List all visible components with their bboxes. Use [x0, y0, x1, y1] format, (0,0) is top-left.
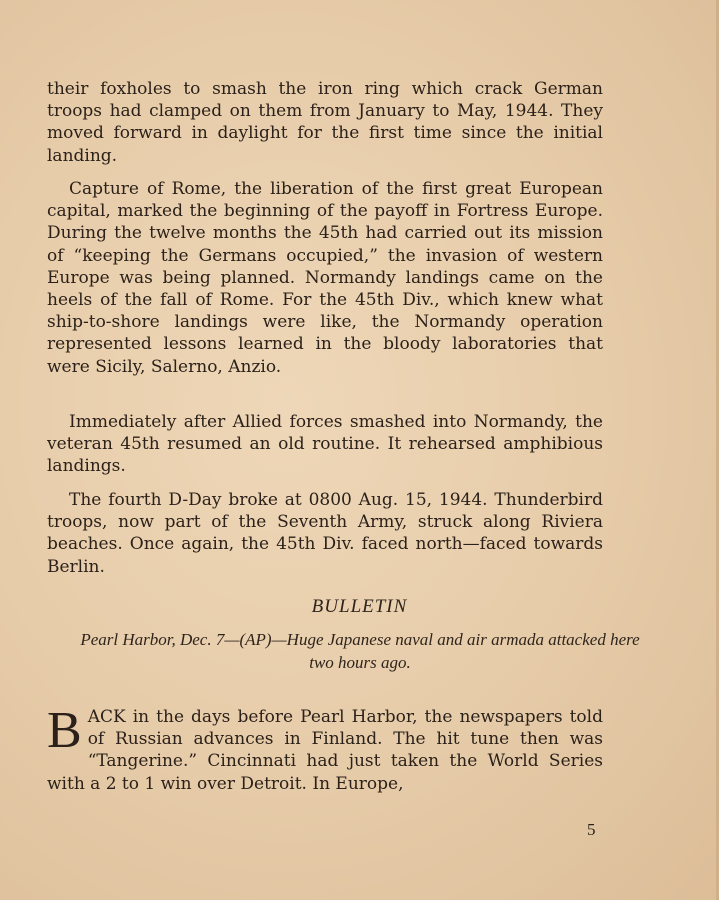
page-number: 5	[587, 820, 596, 839]
drop-cap-letter: B	[47, 702, 82, 759]
paragraph-normandy: Immediately after Allied forces smashed into Normandy, the veteran 45th resumed an old routine. It rehearsed amphibious landings.	[47, 412, 603, 477]
text-block-3	[47, 411, 603, 478]
paragraph-pearl-harbor	[47, 702, 603, 795]
paragraph-rome: Capture of Rome, the liberation of the first great European capital, marked the beginning of the payoff in Fortress Europe. During the twelve months the 45th had carried out its mission of “keeping the Germans occupied,” the invasion of western Europe was being planned. Normandy landings came on the heels of the fall of Rome. For the 45th Div., which knew what ship-to-shore landings were like, the Normandy operation represented lessons learned in the bloody laboratories that were Sicily, Salerno, Anzio.	[47, 179, 603, 377]
bulletin-heading: BULLETIN	[311, 596, 408, 617]
text-block-4	[47, 489, 603, 578]
paragraph-pearl-harbor-text: ACK in the days before Pearl Harbor, the newspapers told of Russian advances in Finland. The hit tune then was “Tangerine.” Cincinnati had just taken the World Series with a 2 to 1 win over Detroit. In Europe,	[47, 707, 603, 794]
paragraph-d-day: The fourth D-Day broke at 0800 Aug. 15, 1944. Thunderbird troops, now part of the Seventh Army, struck along Riviera beaches. Once again, the 45th Div. faced north—faced towards Berlin.	[47, 490, 603, 577]
text-block-1	[47, 78, 603, 167]
text-block-2	[47, 178, 603, 378]
bulletin-text: Pearl Harbor, Dec. 7—(AP)—Huge Japanese naval and air armada attacked here two hours ago.	[80, 630, 640, 672]
paragraph-continued: their foxholes to smash the iron ring which crack German troops had clamped on them from January to May, 1944. They moved forward in daylight for the first time since the initial landing.	[47, 79, 603, 166]
